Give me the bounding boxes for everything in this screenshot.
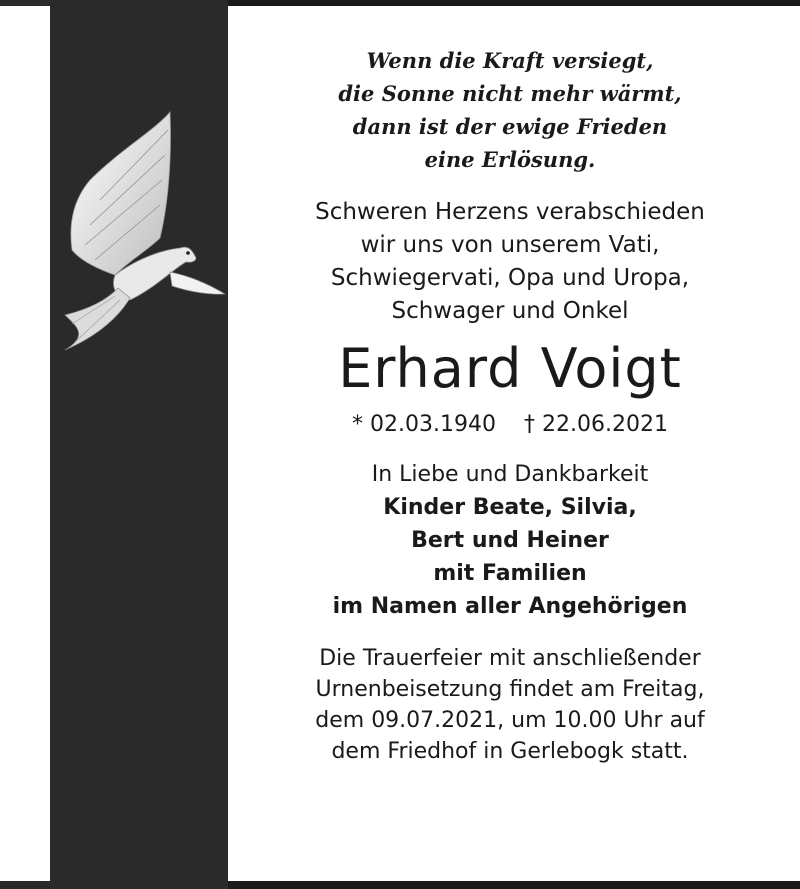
service-line: dem 09.07.2021, um 10.00 Uhr auf <box>315 708 705 733</box>
poem-line: die Sonne nicht mehr wärmt, <box>338 81 682 106</box>
death-date: † 22.06.2021 <box>524 412 668 437</box>
deceased-name: Erhard Voigt <box>338 337 682 400</box>
mourners <box>240 458 780 623</box>
mourners-lead: In Liebe und Dankbarkeit <box>371 462 649 487</box>
notice-text <box>240 44 780 767</box>
poem <box>240 44 780 176</box>
intro-text <box>240 196 780 328</box>
service-line: Die Trauerfeier mit anschließender <box>319 646 701 671</box>
intro-line: Schweren Herzens verabschieden <box>315 199 705 225</box>
intro-line: Schwager und Onkel <box>391 298 629 324</box>
poem-line: dann ist der ewige Frieden <box>352 114 668 139</box>
poem-line: Wenn die Kraft versiegt, <box>366 48 654 73</box>
intro-line: Schwiegervati, Opa und Uropa, <box>330 265 690 291</box>
mourner-line: im Namen aller Angehörigen <box>332 594 688 619</box>
service-info <box>240 643 780 767</box>
life-dates <box>240 410 780 440</box>
dove-icon <box>60 110 230 355</box>
mourner-line: mit Familien <box>433 561 587 586</box>
mourner-line: Bert und Heiner <box>411 528 609 553</box>
service-line: Urnenbeisetzung findet am Freitag, <box>315 677 705 702</box>
mourner-line: Kinder Beate, Silvia, <box>383 495 637 520</box>
poem-line: eine Erlösung. <box>424 147 596 172</box>
service-line: dem Friedhof in Gerlebogk statt. <box>331 739 689 764</box>
left-margin <box>0 6 50 881</box>
intro-line: wir uns von unserem Vati, <box>360 232 660 258</box>
birth-date: * 02.03.1940 <box>352 412 496 437</box>
